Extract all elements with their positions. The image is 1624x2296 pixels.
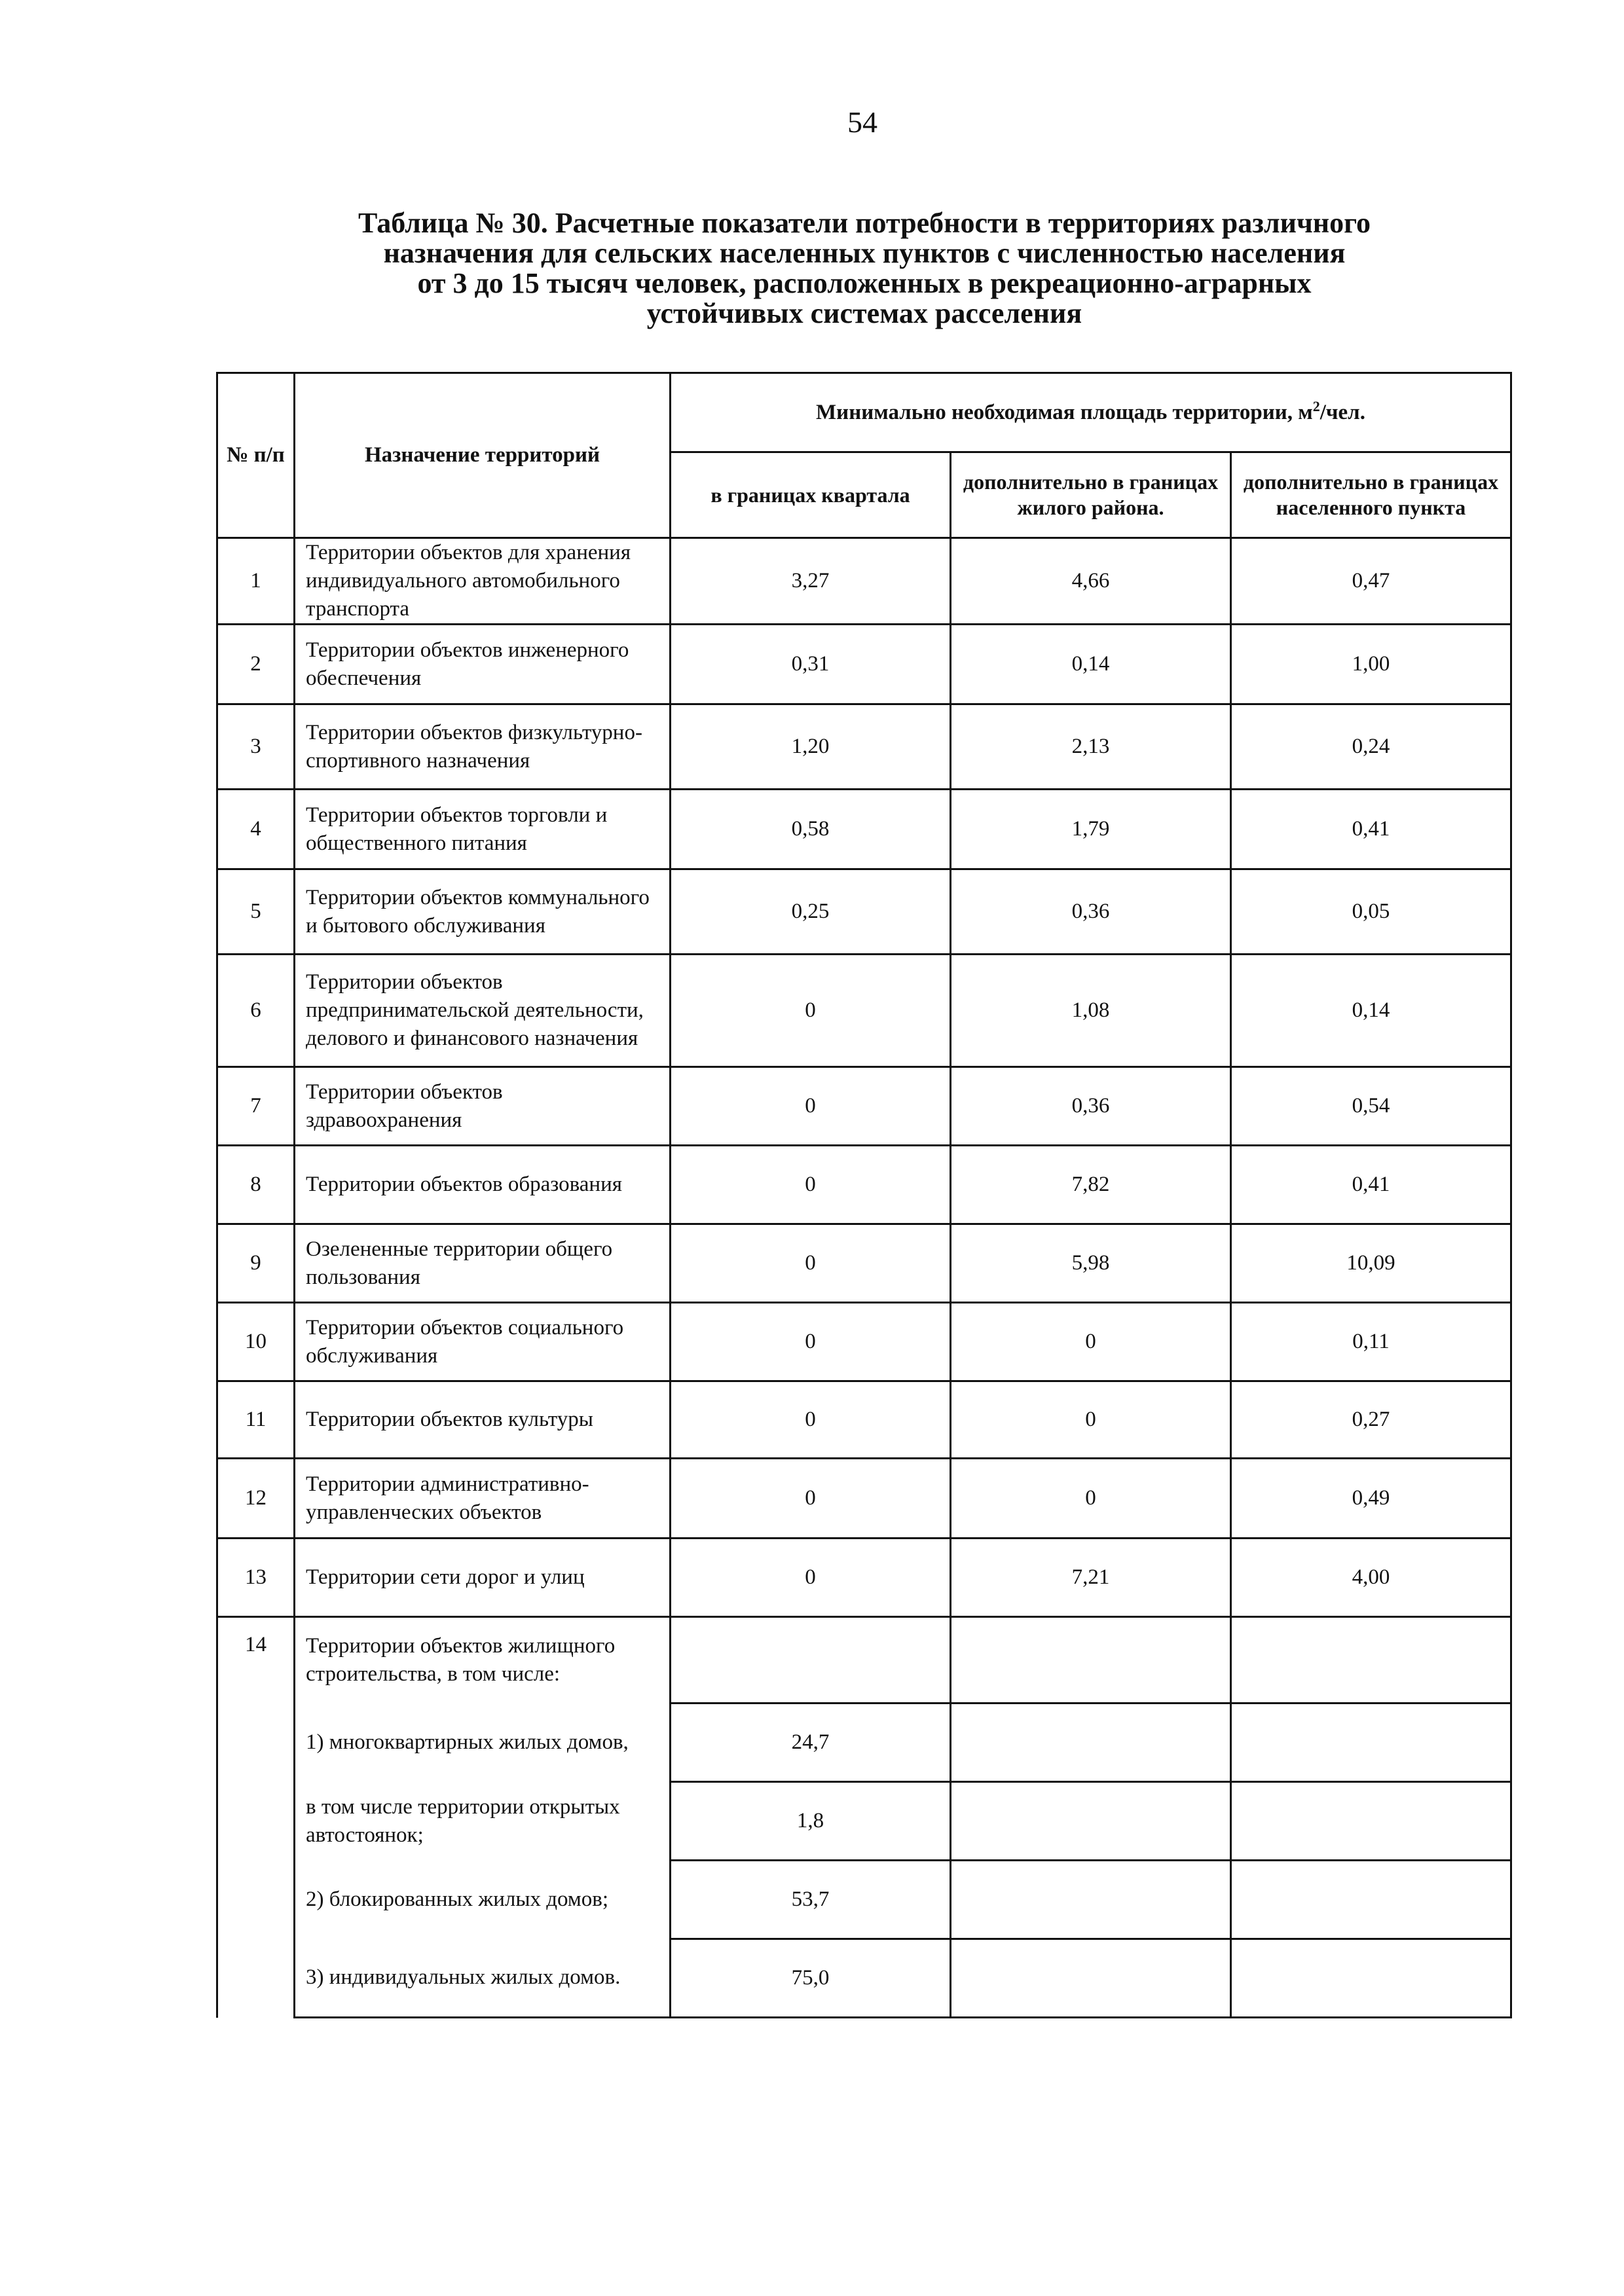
- subrow-district-value: [951, 1861, 1231, 1939]
- row-district-value: [951, 1617, 1231, 1704]
- table-row: [217, 538, 1511, 625]
- row-number: 12: [217, 1459, 295, 1539]
- table-row: [217, 1303, 1511, 1381]
- territory-requirements-table: [216, 372, 1512, 2018]
- subrow-settlement-value: [1231, 1939, 1511, 2018]
- row-quarter-value: 0,31: [671, 625, 951, 704]
- header-min-area-prefix: Минимально необходимая площадь территории, м: [816, 400, 1313, 424]
- row-settlement-value: 10,09: [1231, 1224, 1511, 1303]
- row-purpose: Территории объектов предпринимательской деятельности, делового и финансового назначения: [295, 955, 671, 1067]
- header-min-area-suffix: /чел.: [1320, 400, 1365, 424]
- table-row: [217, 1381, 1511, 1459]
- row-quarter-value: 0: [671, 955, 951, 1067]
- table-subrow: [217, 1782, 1511, 1861]
- row-settlement-value: 0,47: [1231, 538, 1511, 625]
- row-quarter-value: 0: [671, 1067, 951, 1146]
- row-quarter-value: 0,25: [671, 869, 951, 955]
- subrow-quarter-value: 75,0: [671, 1939, 951, 2018]
- row-number: 1: [217, 538, 295, 625]
- row-number: 5: [217, 869, 295, 955]
- title-line-3: от 3 до 15 тысяч человек, расположенных в рекреационно-аграрных: [417, 267, 1312, 299]
- row-settlement-value: 0,24: [1231, 704, 1511, 790]
- row-quarter-value: 0: [671, 1303, 951, 1381]
- row-settlement-value: 4,00: [1231, 1539, 1511, 1617]
- row-purpose: Территории объектов торговли и общественного питания: [295, 790, 671, 869]
- title-line-2: назначения для сельских населенных пунктов с численностью населения: [383, 237, 1346, 269]
- row-quarter-value: [671, 1617, 951, 1704]
- table-subrow: [217, 1861, 1511, 1939]
- table-row: [217, 955, 1511, 1067]
- title-line-1: Таблица № 30. Расчетные показатели потребности в территориях различного: [358, 207, 1371, 239]
- table-row: [217, 790, 1511, 869]
- row-number: 7: [217, 1067, 295, 1146]
- subrow-purpose: 2) блокированных жилых домов;: [295, 1861, 671, 1939]
- row-district-value: 1,08: [951, 955, 1231, 1067]
- row-purpose: Озелененные территории общего пользования: [295, 1224, 671, 1303]
- title-line-4: устойчивых системах расселения: [646, 297, 1082, 329]
- row-settlement-value: 0,54: [1231, 1067, 1511, 1146]
- row-purpose: Территории сети дорог и улиц: [295, 1539, 671, 1617]
- row-purpose: Территории административно-управленческих объектов: [295, 1459, 671, 1539]
- table-title: [249, 208, 1480, 329]
- table-row: [217, 625, 1511, 704]
- table-row: [217, 704, 1511, 790]
- subrow-settlement-value: [1231, 1782, 1511, 1861]
- header-purpose: Назначение территорий: [295, 373, 671, 538]
- header-col-settlement: дополнительно в границах населенного пункта: [1231, 452, 1511, 538]
- subrow-purpose: 3) индивидуальных жилых домов.: [295, 1939, 671, 2018]
- row-purpose: Территории объектов коммунального и бытового обслуживания: [295, 869, 671, 955]
- row-district-value: 7,21: [951, 1539, 1231, 1617]
- row-number: 8: [217, 1146, 295, 1224]
- row-purpose: Территории объектов инженерного обеспечения: [295, 625, 671, 704]
- row-number: 10: [217, 1303, 295, 1381]
- subrow-quarter-value: 1,8: [671, 1782, 951, 1861]
- subrow-settlement-value: [1231, 1861, 1511, 1939]
- row-district-value: 4,66: [951, 538, 1231, 625]
- row-district-value: 7,82: [951, 1146, 1231, 1224]
- table-subrow: [217, 1939, 1511, 2018]
- row-quarter-value: 0: [671, 1224, 951, 1303]
- subrow-district-value: [951, 1704, 1231, 1782]
- row-district-value: 0: [951, 1459, 1231, 1539]
- row-settlement-value: [1231, 1617, 1511, 1704]
- subrow-district-value: [951, 1782, 1231, 1861]
- row-number: 9: [217, 1224, 295, 1303]
- row-purpose: Территории объектов культуры: [295, 1381, 671, 1459]
- table-row: [217, 1067, 1511, 1146]
- header-min-area-sup: 2: [1312, 397, 1320, 414]
- table-row: [217, 1459, 1511, 1539]
- row-quarter-value: 0: [671, 1381, 951, 1459]
- row-quarter-value: 0: [671, 1459, 951, 1539]
- header-min-area: [671, 373, 1511, 452]
- row-settlement-value: 0,05: [1231, 869, 1511, 955]
- row-settlement-value: 0,11: [1231, 1303, 1511, 1381]
- row-quarter-value: 1,20: [671, 704, 951, 790]
- row-settlement-value: 0,14: [1231, 955, 1511, 1067]
- row-number: 4: [217, 790, 295, 869]
- row-number: 6: [217, 955, 295, 1067]
- row-number: 13: [217, 1539, 295, 1617]
- row-settlement-value: 0,41: [1231, 790, 1511, 869]
- table-row: [217, 1224, 1511, 1303]
- row-settlement-value: 0,49: [1231, 1459, 1511, 1539]
- row-purpose: Территории объектов социального обслуживания: [295, 1303, 671, 1381]
- row-settlement-value: 1,00: [1231, 625, 1511, 704]
- row-purpose: Территории объектов для хранения индивидуального автомобильного транспорта: [295, 538, 671, 625]
- page-number: 54: [847, 105, 877, 139]
- row-district-value: 1,79: [951, 790, 1231, 869]
- subrow-quarter-value: 53,7: [671, 1861, 951, 1939]
- header-col-district: дополнительно в границах жилого района.: [951, 452, 1231, 538]
- row-purpose: Территории объектов образования: [295, 1146, 671, 1224]
- table-subrow: [217, 1704, 1511, 1782]
- subrow-settlement-value: [1231, 1704, 1511, 1782]
- row-district-value: 0,36: [951, 1067, 1231, 1146]
- subrow-district-value: [951, 1939, 1231, 2018]
- row-district-value: 5,98: [951, 1224, 1231, 1303]
- row-district-value: 0,36: [951, 869, 1231, 955]
- row-district-value: 0: [951, 1303, 1231, 1381]
- row-settlement-value: 0,41: [1231, 1146, 1511, 1224]
- table-row: [217, 1146, 1511, 1224]
- row-number: 2: [217, 625, 295, 704]
- table-row: [217, 1539, 1511, 1617]
- row-quarter-value: 0: [671, 1146, 951, 1224]
- row-quarter-value: 0: [671, 1539, 951, 1617]
- row-quarter-value: 3,27: [671, 538, 951, 625]
- subrow-purpose: в том числе территории открытых автостоянок;: [295, 1782, 671, 1861]
- row-number: 3: [217, 704, 295, 790]
- subrow-quarter-value: 24,7: [671, 1704, 951, 1782]
- row-settlement-value: 0,27: [1231, 1381, 1511, 1459]
- header-num: № п/п: [217, 373, 295, 538]
- header-col-quarter: в границах квартала: [671, 452, 951, 538]
- row-number: 11: [217, 1381, 295, 1459]
- row-purpose: Территории объектов здравоохранения: [295, 1067, 671, 1146]
- table-row-housing: [217, 1617, 1511, 1704]
- row-number: 14: [217, 1617, 295, 2018]
- row-purpose: Территории объектов физкультурно-спортивного назначения: [295, 704, 671, 790]
- row-purpose: Территории объектов жилищного строительства, в том числе:: [295, 1617, 671, 1704]
- subrow-purpose: 1) многоквартирных жилых домов,: [295, 1704, 671, 1782]
- row-district-value: 2,13: [951, 704, 1231, 790]
- row-quarter-value: 0,58: [671, 790, 951, 869]
- row-district-value: 0: [951, 1381, 1231, 1459]
- row-district-value: 0,14: [951, 625, 1231, 704]
- table-row: [217, 869, 1511, 955]
